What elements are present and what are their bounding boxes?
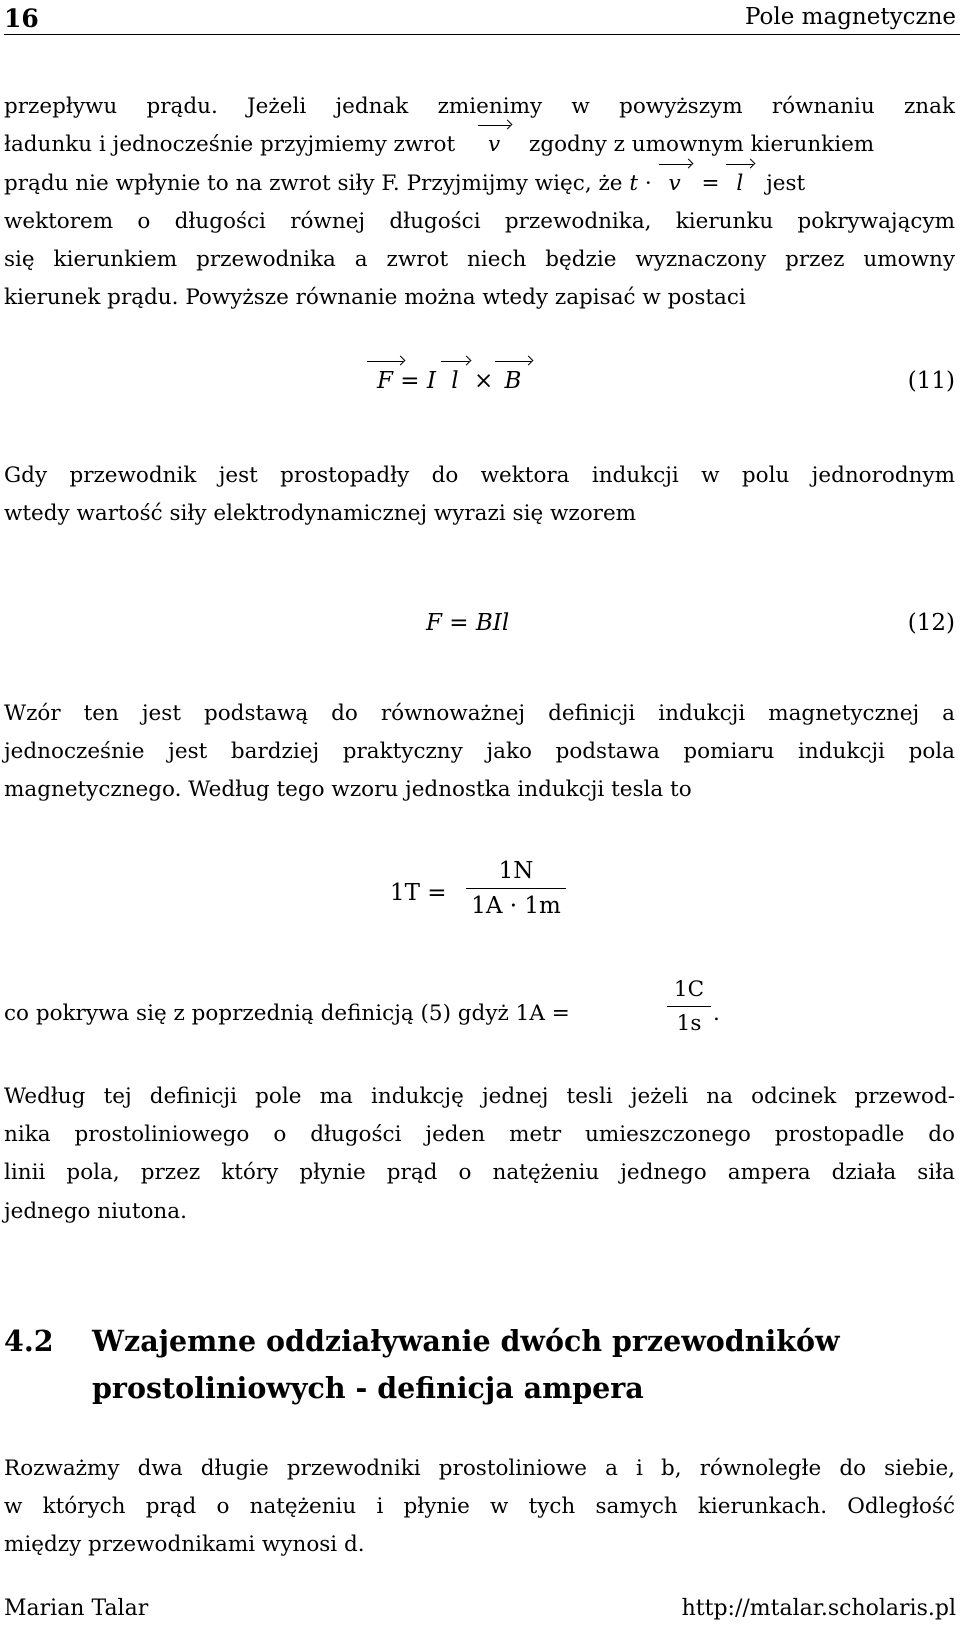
equation-11 bbox=[377, 368, 521, 394]
fraction-denominator: 1s bbox=[676, 1011, 702, 1036]
math-1T: 1T bbox=[390, 880, 420, 906]
text-line: Gdy przewodnik jest prostopadły do wektora indukcji w polu jednorodnym bbox=[4, 463, 955, 488]
tesla-lhs bbox=[390, 880, 447, 906]
fraction bbox=[466, 858, 566, 919]
text-line: Według tej definicji pole ma indukcję jednej tesli jeżeli na odcinek przewod- bbox=[4, 1084, 955, 1109]
text-line: wektorem o długości równej długości przewodnika, kierunku pokrywającym bbox=[4, 209, 955, 234]
fraction-numerator: 1N bbox=[498, 858, 534, 884]
math-I: I bbox=[426, 368, 436, 394]
section-title-line-2: prostoliniowych - definicja ampera bbox=[92, 1371, 644, 1405]
text-line: magnetycznego. Według tego wzoru jednostka indukcji tesla to bbox=[4, 777, 692, 802]
equals-sign: = bbox=[551, 1001, 570, 1026]
vector-v: v bbox=[668, 171, 681, 196]
times-sign: × bbox=[473, 368, 494, 394]
footer-url: http://mtalar.scholaris.pl bbox=[681, 1596, 956, 1621]
inline-fraction bbox=[667, 977, 711, 1036]
text-line: Wzór ten jest podstawą do równoważnej definicji indukcji magnetycznej a bbox=[4, 701, 955, 726]
text-fragment: co pokrywa się z poprzednią definicją (5) gdyż bbox=[4, 1001, 509, 1026]
text-line: przepływu prądu. Jeżeli jednak zmienimy w powyższym równaniu znak bbox=[4, 94, 955, 119]
text-line: kierunek prądu. Powyższe równanie można wtedy zapisać w postaci bbox=[4, 285, 746, 310]
equals-sign: = bbox=[449, 610, 469, 636]
vector-v: v bbox=[488, 132, 501, 157]
text-line: się kierunkiem przewodnika a zwrot niech będzie wyznaczony przez umowny bbox=[4, 247, 955, 272]
equation-12 bbox=[426, 610, 509, 636]
text-line: Rozważmy dwa długie przewodniki prostoliniowe a i b, równoległe do siebie, bbox=[4, 1456, 955, 1481]
page-number: 16 bbox=[4, 4, 39, 33]
fraction-denominator: 1A · 1m bbox=[471, 893, 561, 919]
text-line: jednego niutona. bbox=[4, 1199, 187, 1224]
text-line: jednocześnie jest bardziej praktyczny jako podstawa pomiaru indukcji pola bbox=[4, 739, 955, 764]
section-number: 4.2 bbox=[4, 1324, 54, 1358]
equals-sign: = bbox=[400, 368, 420, 394]
text-line: wtedy wartość siły elektrodynamicznej wyrazi się wzorem bbox=[4, 501, 637, 526]
fraction-numerator: 1C bbox=[673, 977, 705, 1002]
vector-l: l bbox=[736, 171, 744, 196]
text-line: prądu nie wpłynie to na zwrot siły F. Przyjmijmy więc, że t · v = l jest bbox=[4, 171, 806, 196]
math-t: t bbox=[629, 171, 639, 196]
text-line: linii pola, przez który płynie prąd o natężeniu jednego ampera działa siła bbox=[4, 1160, 955, 1185]
text-fragment: jest bbox=[766, 171, 806, 196]
section-title-line-1: Wzajemne oddziaływanie dwóch przewodników bbox=[92, 1324, 840, 1358]
text-line bbox=[4, 131, 955, 159]
text-fragment: zgodny z umownym kierunkiem bbox=[529, 132, 875, 157]
vector-l: l bbox=[451, 368, 459, 394]
footer-author: Marian Talar bbox=[4, 1596, 149, 1621]
equals-sign: = bbox=[427, 880, 447, 906]
text-line: w których prąd o natężeniu i płynie w tych samych kierunkach. Odległość bbox=[4, 1494, 955, 1519]
vector-B: B bbox=[504, 368, 522, 394]
chapter-title: Pole magnetyczne bbox=[745, 4, 956, 30]
math-BIl: BIl bbox=[475, 610, 510, 636]
equation-number-12: (12) bbox=[907, 610, 955, 636]
text-fragment: ładunku i jednocześnie przyjmiemy zwrot bbox=[4, 132, 456, 157]
text-line bbox=[4, 1000, 570, 1028]
page-header bbox=[4, 0, 960, 35]
text-fragment: prądu nie wpłynie to na zwrot siły F. Przyjmijmy więc, że bbox=[4, 171, 623, 196]
math-F: F bbox=[426, 610, 442, 636]
math-1A: 1A bbox=[515, 1001, 545, 1026]
text-line: między przewodnikami wynosi d. bbox=[4, 1532, 365, 1557]
period: . bbox=[713, 1001, 720, 1026]
vector-F: F bbox=[377, 368, 393, 394]
text-line: nika prostoliniowego o długości jeden metr umieszczonego prostopadle do bbox=[4, 1122, 955, 1147]
equation-number-11: (11) bbox=[907, 368, 955, 394]
